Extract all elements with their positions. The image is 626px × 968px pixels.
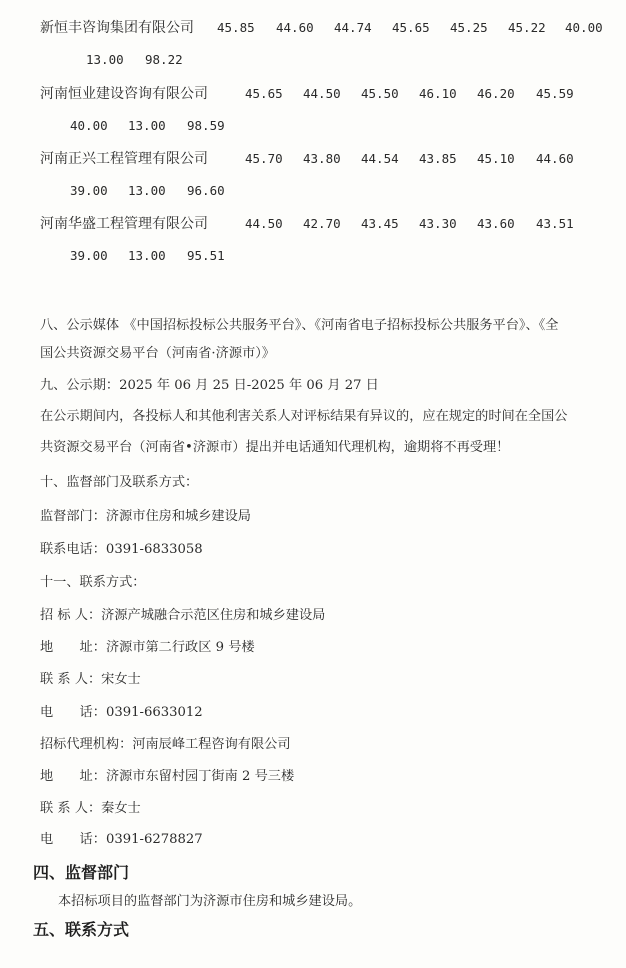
objection-line-1: 在公示期间内，各投标人和其他利害关系人对评标结果有异议的，应在规定的时间在全国公 bbox=[40, 409, 568, 424]
media-line-1: 八、公示媒体 《中国招标投标公共服务平台》、《河南省电子招标投标公共服务平台》、《全 bbox=[40, 318, 559, 333]
score-cell: 44.50 bbox=[303, 86, 341, 101]
score-cell: 44.50 bbox=[245, 216, 283, 231]
contacts-heading: 十一、联系方式： bbox=[40, 575, 146, 590]
score-cell: 45.59 bbox=[536, 86, 574, 101]
contact-person-label: 联 系 人： bbox=[40, 801, 102, 816]
tenderer-label: 招 标 人： bbox=[40, 608, 102, 623]
section-4-text: 本招标项目的监督部门为济源市住房和城乡建设局。 bbox=[58, 894, 362, 909]
score-cell: 45.50 bbox=[361, 86, 399, 101]
score-cell: 43.60 bbox=[477, 216, 515, 231]
score-row-company: 河南华盛工程管理有限公司 bbox=[40, 216, 208, 232]
score-cell: 46.10 bbox=[419, 86, 457, 101]
score-cell: 13.00 bbox=[128, 183, 166, 198]
score-cell: 45.22 bbox=[508, 20, 546, 35]
score-cell: 43.51 bbox=[536, 216, 574, 231]
agency-label: 招标代理机构： bbox=[40, 737, 133, 752]
score-cell: 40.00 bbox=[565, 20, 603, 35]
score-row-company: 河南正兴工程管理有限公司 bbox=[40, 151, 208, 167]
agency-value: 河南辰峰工程咨询有限公司 bbox=[132, 737, 291, 752]
contact-person-row-1 bbox=[40, 671, 141, 689]
score-cell: 43.85 bbox=[419, 151, 457, 166]
score-cell: 43.45 bbox=[361, 216, 399, 231]
telephone-label: 电 话： bbox=[40, 705, 106, 720]
telephone-row-2 bbox=[40, 831, 203, 849]
score-cell: 44.74 bbox=[334, 20, 372, 35]
publicity-period: 九、公示期：2025 年 06 月 25 日-2025 年 06 月 27 日 bbox=[40, 378, 379, 393]
objection-line-2: 共资源交易平台（河南省•济源市）提出并电话通知代理机构，逾期将不再受理！ bbox=[40, 440, 510, 455]
address-label: 地 址： bbox=[40, 769, 106, 784]
address-value: 济源市第二行政区 9 号楼 bbox=[105, 640, 255, 655]
contact-person-label: 联 系 人： bbox=[40, 672, 102, 687]
supervision-dept: 监督部门：济源市住房和城乡建设局 bbox=[40, 509, 251, 524]
score-cell: 45.65 bbox=[392, 20, 430, 35]
telephone-value: 0391-6278827 bbox=[105, 832, 203, 847]
score-cell: 45.70 bbox=[245, 151, 283, 166]
score-cell: 43.30 bbox=[419, 216, 457, 231]
score-cell: 13.00 bbox=[128, 248, 166, 263]
section-5-heading: 五、联系方式 bbox=[33, 920, 130, 939]
score-cell: 43.80 bbox=[303, 151, 341, 166]
score-cell: 13.00 bbox=[86, 52, 124, 67]
tenderer-row bbox=[40, 607, 325, 625]
score-cell: 96.60 bbox=[187, 183, 225, 198]
address-row-2 bbox=[40, 768, 294, 786]
score-cell: 45.65 bbox=[245, 86, 283, 101]
score-cell: 98.59 bbox=[187, 118, 225, 133]
contact-person-row-2 bbox=[40, 800, 141, 818]
score-cell: 45.25 bbox=[450, 20, 488, 35]
media-line-2: 国公共资源交易平台（河南省·济源市）》 bbox=[40, 346, 275, 361]
address-value: 济源市东留村园丁街南 2 号三楼 bbox=[105, 769, 295, 784]
supervision-heading: 十、监督部门及联系方式： bbox=[40, 475, 199, 490]
address-label: 地 址： bbox=[40, 640, 106, 655]
score-cell: 44.54 bbox=[361, 151, 399, 166]
contact-person-value: 宋女士 bbox=[101, 672, 141, 687]
score-cell: 39.00 bbox=[70, 248, 108, 263]
score-cell: 98.22 bbox=[145, 52, 183, 67]
section-4-heading: 四、监督部门 bbox=[33, 863, 130, 882]
score-cell: 44.60 bbox=[276, 20, 314, 35]
score-cell: 40.00 bbox=[70, 118, 108, 133]
score-cell: 39.00 bbox=[70, 183, 108, 198]
score-cell: 13.00 bbox=[128, 118, 166, 133]
supervision-phone: 联系电话：0391-6833058 bbox=[40, 542, 203, 557]
score-cell: 45.85 bbox=[217, 20, 255, 35]
score-cell: 45.10 bbox=[477, 151, 515, 166]
score-cell: 42.70 bbox=[303, 216, 341, 231]
telephone-label: 电 话： bbox=[40, 832, 106, 847]
address-row-1 bbox=[40, 639, 255, 657]
score-cell: 95.51 bbox=[187, 248, 225, 263]
agency-row bbox=[40, 736, 291, 754]
score-row-company: 河南恒业建设咨询有限公司 bbox=[40, 86, 208, 102]
contact-person-value: 秦女士 bbox=[101, 801, 141, 816]
telephone-value: 0391-6633012 bbox=[105, 705, 203, 720]
telephone-row-1 bbox=[40, 704, 203, 722]
score-cell: 44.60 bbox=[536, 151, 574, 166]
tenderer-value: 济源产城融合示范区住房和城乡建设局 bbox=[101, 608, 326, 623]
score-row-company: 新恒丰咨询集团有限公司 bbox=[40, 20, 194, 36]
score-cell: 46.20 bbox=[477, 86, 515, 101]
